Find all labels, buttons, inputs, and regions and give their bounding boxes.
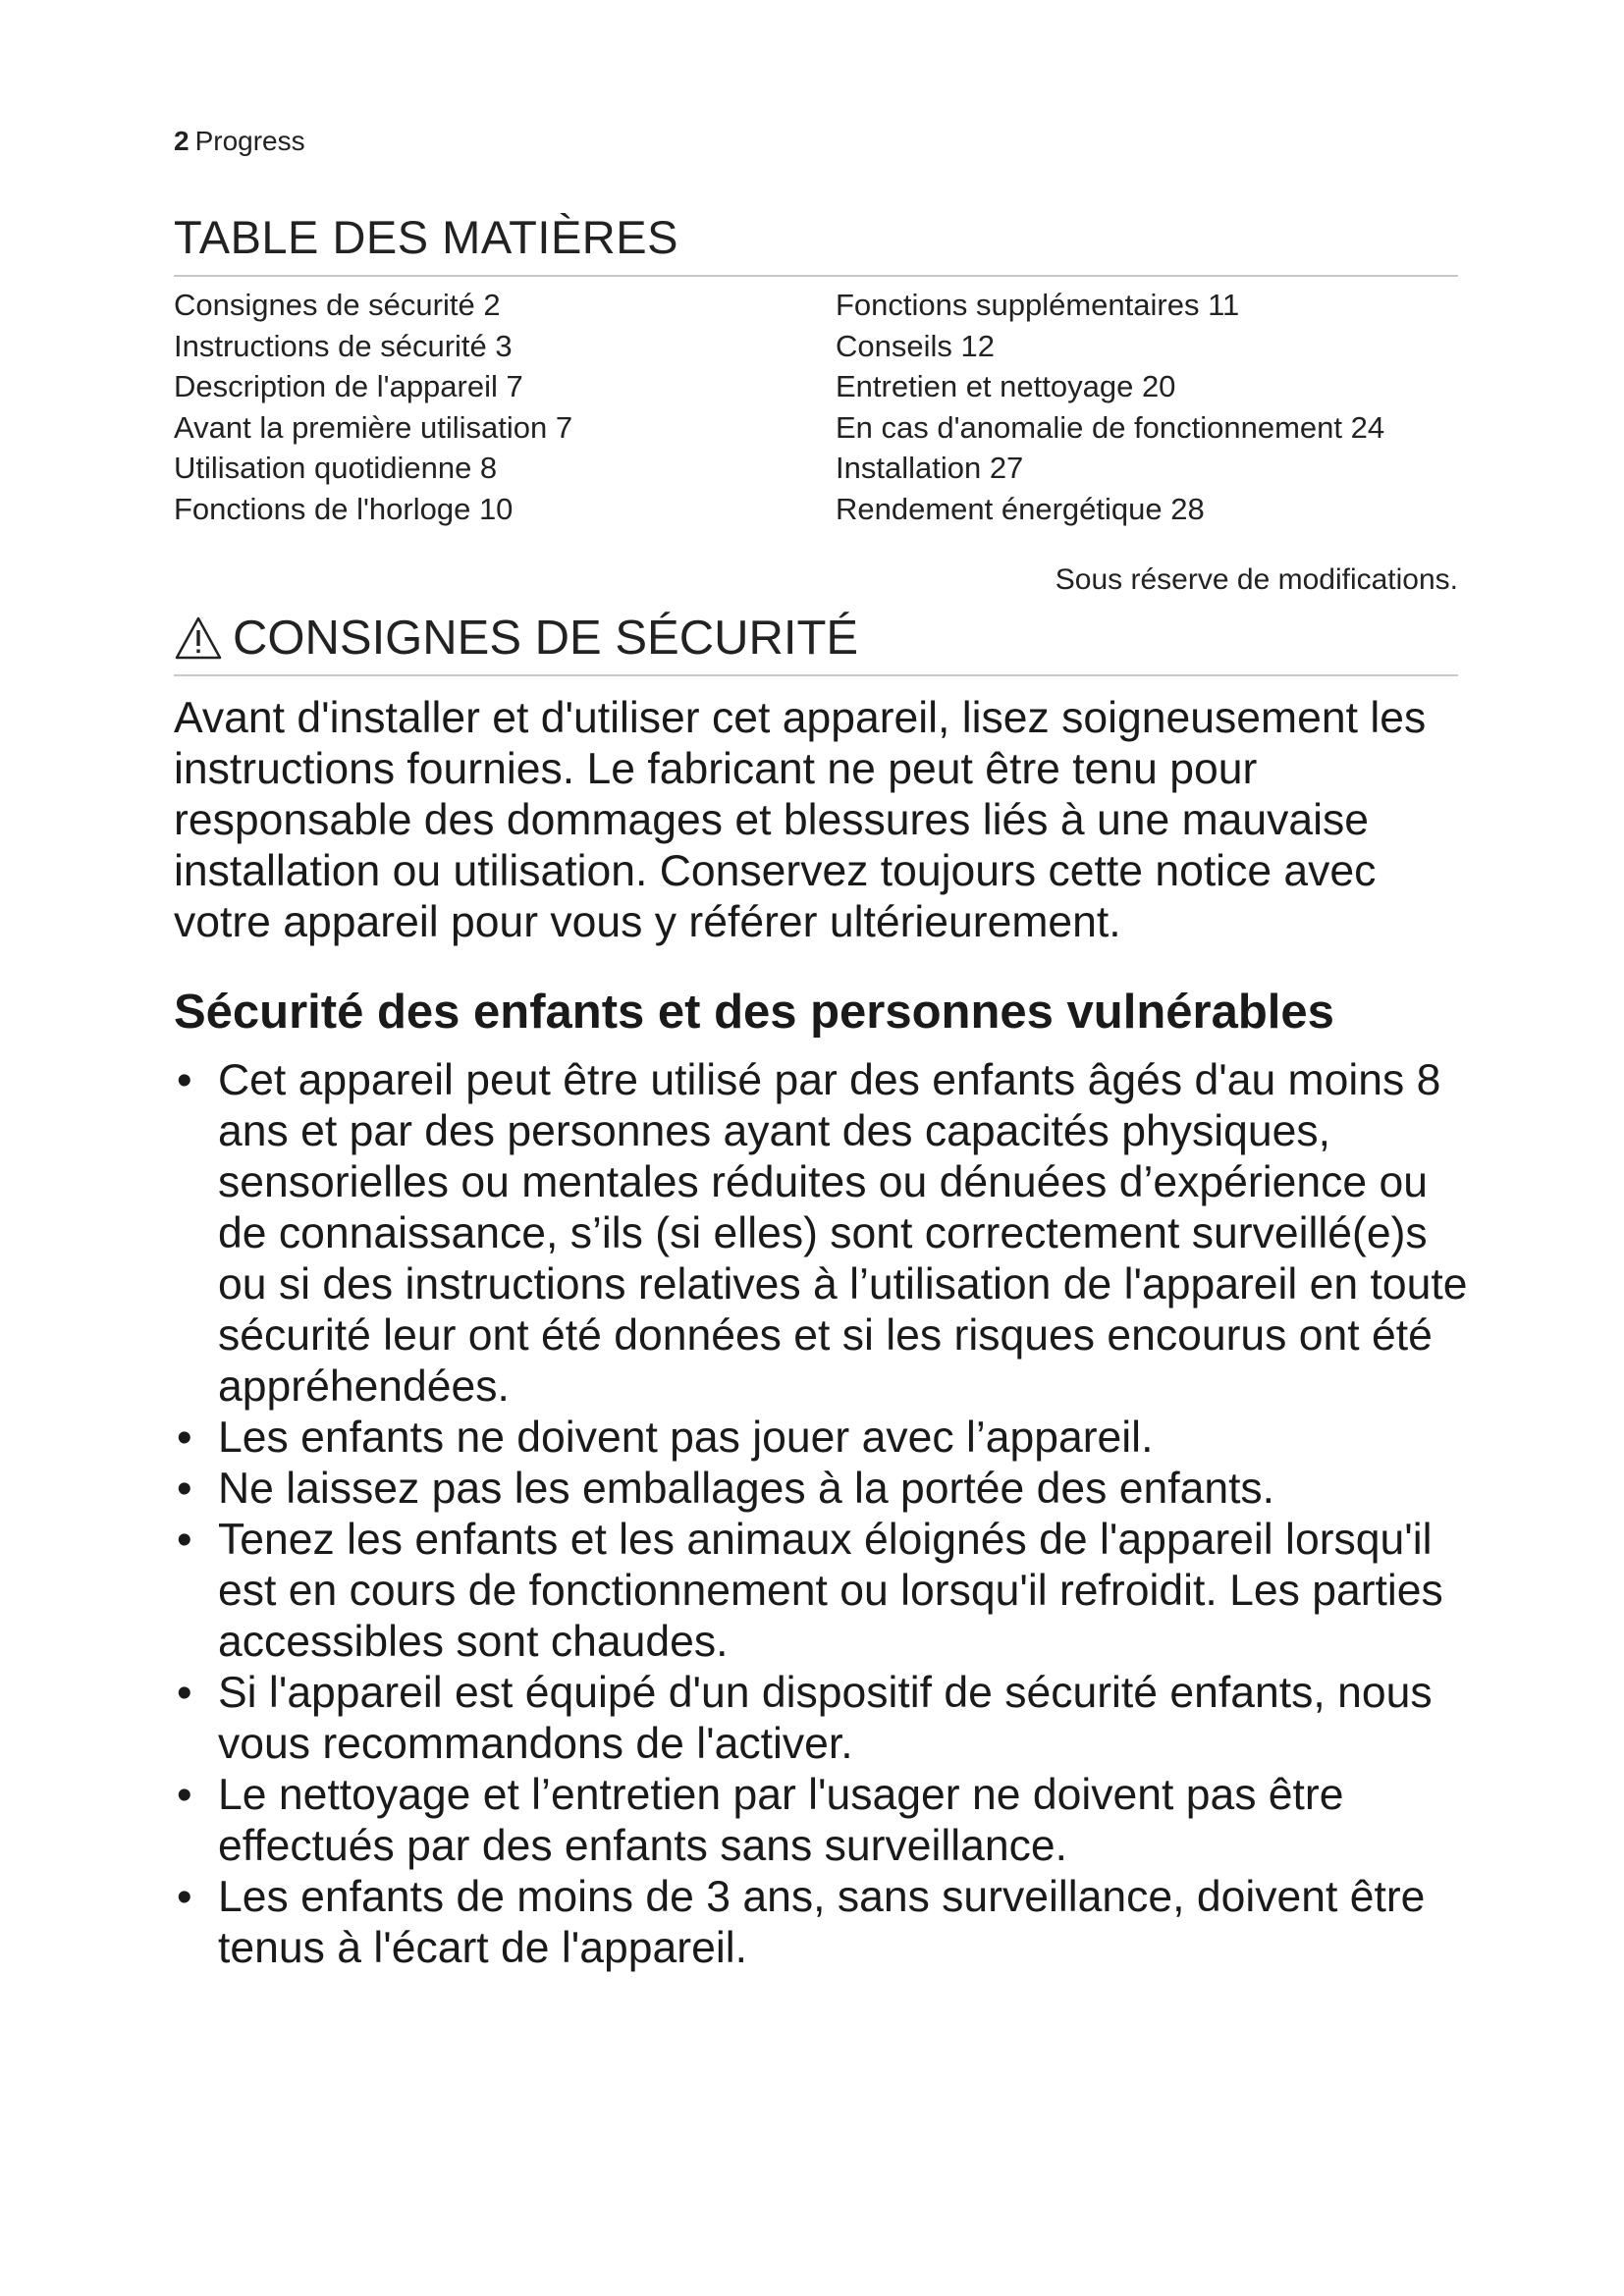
toc-left-column — [174, 285, 572, 529]
page-header — [174, 126, 305, 157]
toc-item: Fonctions de l'horloge 10 — [174, 491, 514, 526]
toc-item: Rendement énergétique 28 — [836, 491, 1205, 526]
toc-item: Utilisation quotidienne 8 — [174, 451, 498, 485]
bullet-dot: • — [177, 1771, 192, 1819]
warning-triangle-icon — [174, 615, 223, 661]
toc-item: En cas d'anomalie de fonctionnement 24 — [836, 409, 1385, 445]
toc-item: Entretien et nettoyage 20 — [836, 369, 1176, 403]
bullet-dot: • — [177, 1056, 192, 1104]
children-safety-list — [174, 1055, 1480, 1974]
safety-title-text: CONSIGNES DE SÉCURITÉ — [233, 612, 859, 665]
list-item: • Si l'appareil est équipé d'un dispositif de sécurité enfants, nous vous recommandons de l'activer. — [177, 1669, 1433, 1768]
bullet-dot: • — [177, 1465, 192, 1513]
list-item: • Cet appareil peut être utilisé par des enfants âgés d'au moins 8 ans et par des personnes ayant des capacités physiques, sensorielles ou mentales réduites ou dénuées d’expérience ou de connaissance, s’ils (si elles) sont correctement surveillé(e)s ou si des instructions relatives à l’utilisation de l'appareil en toute sécurité leur ont été données et si les risques encourus ont été appréhendées. — [177, 1056, 1468, 1411]
toc-item: Avant la première utilisation 7 — [174, 409, 573, 445]
bullet-dot: • — [177, 1414, 192, 1462]
safety-section-title — [174, 611, 858, 666]
toc-right-column — [836, 285, 1384, 529]
toc-item: Fonctions supplémentaires 11 — [836, 288, 1240, 322]
toc-item: Instructions de sécurité 3 — [174, 328, 513, 363]
safety-divider — [174, 674, 1458, 676]
list-item: • Ne laissez pas les emballages à la portée des enfants. — [177, 1465, 1275, 1513]
list-item: • Le nettoyage et l’entretien par l'usager ne doivent pas être effectués par des enfants sans surveillance. — [177, 1771, 1344, 1870]
toc-divider — [174, 275, 1458, 277]
bullet-dot: • — [177, 1669, 192, 1717]
toc-title: TABLE DES MATIÈRES — [174, 211, 678, 263]
children-safety-heading: Sécurité des enfants et des personnes vulnérables — [174, 986, 1334, 1039]
list-item: • Tenez les enfants et les animaux éloignés de l'appareil lorsqu'il est en cours de fonctionnement ou lorsqu'il refroidit. Les parties accessibles sont chaudes. — [177, 1516, 1443, 1666]
list-item: • Les enfants de moins de 3 ans, sans surveillance, doivent être tenus à l'écart de l'appareil. — [177, 1873, 1426, 1972]
toc-item: Consignes de sécurité 2 — [174, 288, 501, 322]
toc-item: Description de l'appareil 7 — [174, 369, 523, 403]
toc-item: Conseils 12 — [836, 328, 995, 363]
toc-item: Installation 27 — [836, 451, 1024, 485]
reserve-note: Sous réserve de modifications. — [1055, 563, 1458, 596]
bullet-dot: • — [177, 1516, 192, 1564]
brand-name: Progress — [194, 126, 305, 156]
page-number: 2 — [174, 126, 189, 156]
bullet-dot: • — [177, 1873, 192, 1921]
list-item: • Les enfants ne doivent pas jouer avec l’appareil. — [177, 1414, 1154, 1462]
safety-intro: Avant d'installer et d'utiliser cet appareil, lisez soigneusement les instructions fournies. Le fabricant ne peut être tenu pour responsable des dommages et blessures liés à une mauvaise installation ou utilisation. Conservez toujours cette notice avec votre appareil pour vous y référer ultérieurement. — [174, 694, 1427, 946]
